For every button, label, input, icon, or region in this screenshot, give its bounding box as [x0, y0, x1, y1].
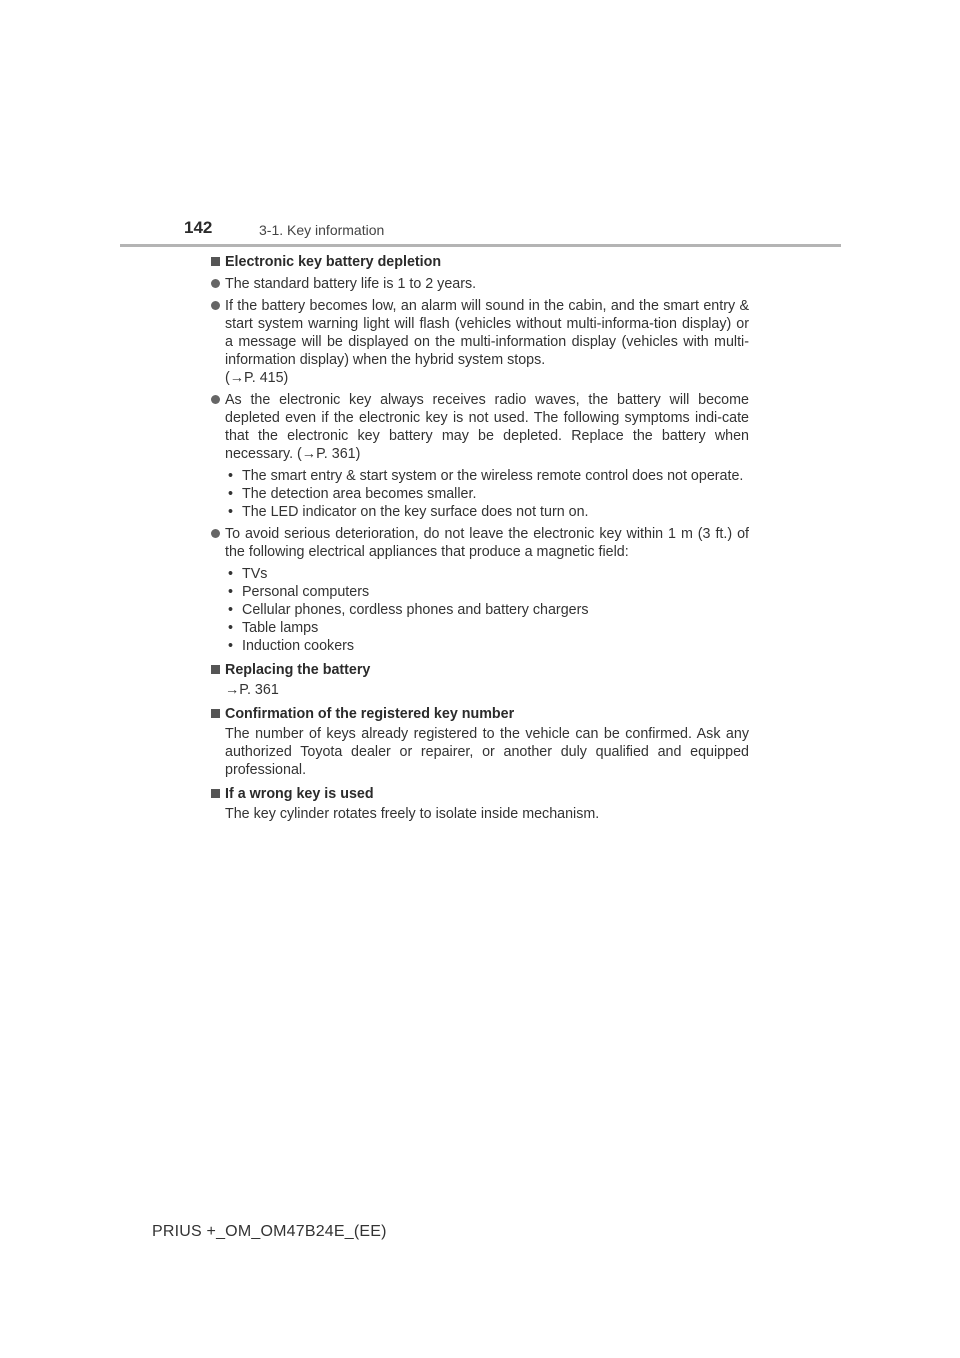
- list-item-text: Personal computers: [242, 584, 370, 600]
- square-bullet-icon: [211, 257, 220, 266]
- sub-bullet-marker: •: [228, 504, 234, 520]
- list-item: [211, 601, 749, 619]
- list-item-text: Induction cookers: [242, 638, 355, 654]
- circle-bullet-icon: [211, 395, 220, 404]
- section-breadcrumb: 3-1. Key information: [259, 222, 385, 238]
- list-item-text: The LED indicator on the key surface does not turn on.: [242, 504, 589, 520]
- page-reference: (→P. 415): [225, 370, 289, 386]
- bullet-text: The standard battery life is 1 to 2 years.: [225, 276, 477, 292]
- section-body: →P. 361: [225, 682, 279, 698]
- bullet-text: If the battery becomes low, an alarm will sound in the cabin, and the smart entry & start system warning light will flash (vehicles without multi-informa-tion display) or a message will be displayed on the multi-information display (vehicles with multi-information display) when the hybrid system stops.: [225, 298, 749, 368]
- appliance-list: [211, 565, 749, 655]
- section-heading-text: Electronic key battery depletion: [225, 254, 442, 270]
- page-content: [211, 253, 749, 823]
- bullet-item: [211, 297, 749, 387]
- list-item: [211, 485, 749, 503]
- circle-bullet-icon: [211, 279, 220, 288]
- circle-bullet-icon: [211, 301, 220, 310]
- section-heading: [211, 705, 749, 723]
- list-item: [211, 637, 749, 655]
- sub-bullet-marker: •: [228, 620, 234, 636]
- section-heading-text: Confirmation of the registered key number: [225, 706, 515, 722]
- list-item: [211, 565, 749, 583]
- section-heading: [211, 661, 749, 679]
- header-divider: [120, 244, 841, 247]
- square-bullet-icon: [211, 709, 220, 718]
- sub-bullet-marker: •: [228, 566, 234, 582]
- list-item-text: Cellular phones, cordless phones and battery chargers: [242, 602, 589, 618]
- sub-bullet-marker: •: [228, 468, 234, 484]
- bullet-item: [211, 275, 749, 293]
- circle-bullet-icon: [211, 529, 220, 538]
- list-item-text: TVs: [242, 566, 268, 582]
- list-item: [211, 619, 749, 637]
- section-heading: [211, 253, 749, 271]
- section-body: The key cylinder rotates freely to isolate inside mechanism.: [225, 806, 600, 822]
- bullet-text: As the electronic key always receives radio waves, the battery will become depleted even if the electronic key is not used. The following symptoms indi-cate that the electronic key battery may be depleted. Replace the battery when necessary. (→P. 361): [225, 392, 749, 462]
- square-bullet-icon: [211, 665, 220, 674]
- section-heading-text: If a wrong key is used: [225, 786, 374, 802]
- sub-bullet-marker: •: [228, 584, 234, 600]
- page-number: 142: [184, 218, 213, 237]
- list-item-text: The detection area becomes smaller.: [242, 486, 477, 502]
- list-item: [211, 583, 749, 601]
- bullet-text: To avoid serious deterioration, do not leave the electronic key within 1 m (3 ft.) of the following electrical appliances that produce a magnetic field:: [225, 526, 749, 560]
- sub-bullet-marker: •: [228, 486, 234, 502]
- list-item: [211, 467, 749, 485]
- sub-bullet-marker: •: [228, 638, 234, 654]
- bullet-item: [211, 391, 749, 463]
- section-heading-text: Replacing the battery: [225, 662, 371, 678]
- page-header: [0, 216, 960, 250]
- sub-bullet-marker: •: [228, 602, 234, 618]
- list-item-text: Table lamps: [242, 620, 319, 636]
- section-heading: [211, 785, 749, 803]
- section-body: The number of keys already registered to the vehicle can be confirmed. Ask any authorized Toyota dealer or repairer, or another duly qualified and equipped professional.: [225, 726, 749, 778]
- bullet-item: [211, 525, 749, 561]
- square-bullet-icon: [211, 789, 220, 798]
- document-id: PRIUS +_OM_OM47B24E_(EE): [152, 1223, 387, 1240]
- symptom-list: [211, 467, 749, 521]
- list-item-text: The smart entry & start system or the wireless remote control does not operate.: [242, 468, 744, 484]
- list-item: [211, 503, 749, 521]
